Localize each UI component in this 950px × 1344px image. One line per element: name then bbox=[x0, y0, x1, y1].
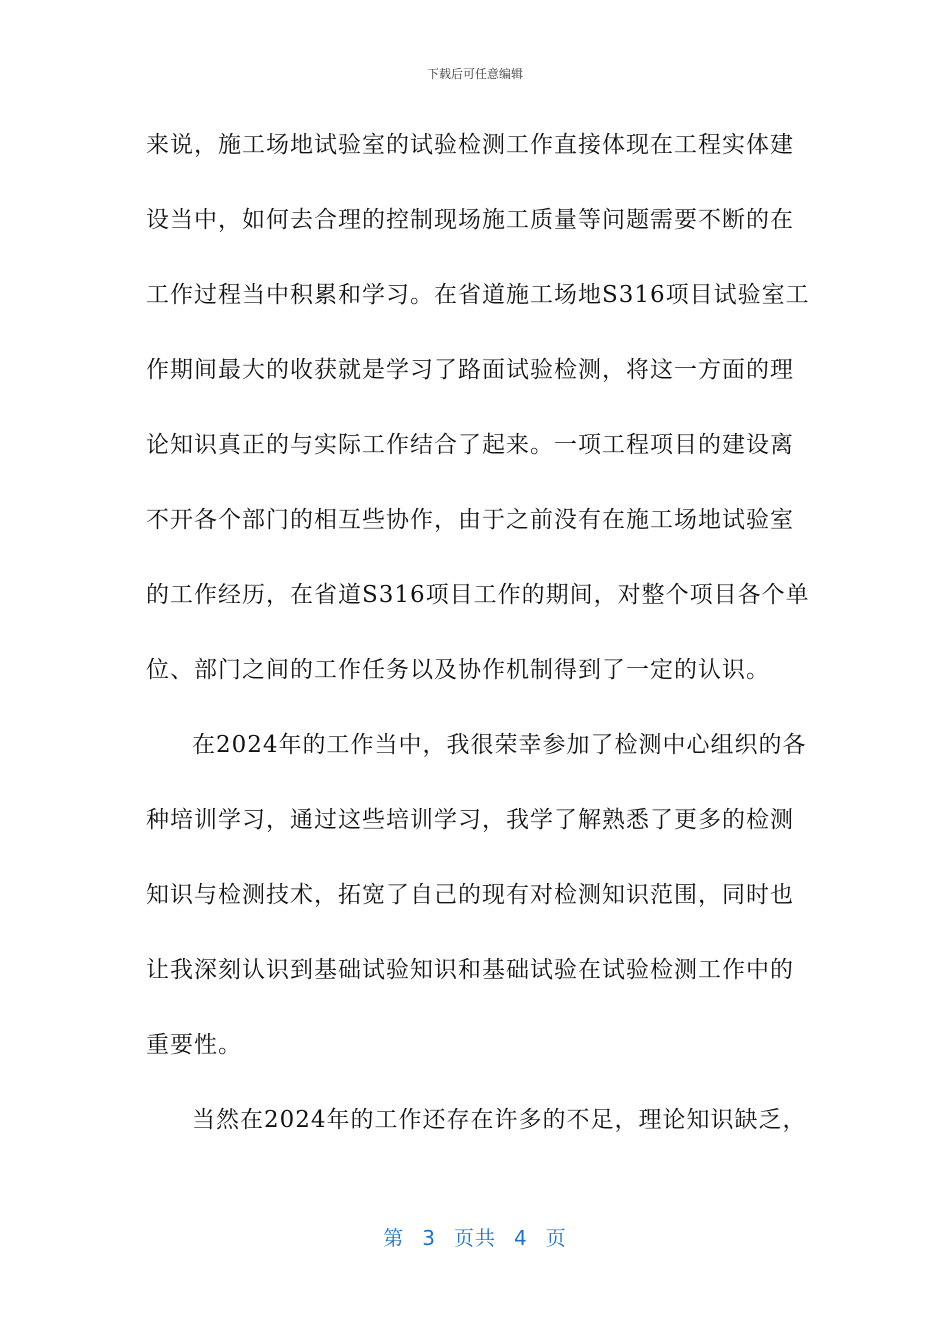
body-line: 作期间最大的收获就是学习了路面试验检测，将这一方面的理 bbox=[146, 357, 794, 383]
body-line: 的工作经历，在省道S316项目工作的期间，对整个项目各个单 bbox=[146, 582, 810, 608]
body-line: 论知识真正的与实际工作结合了起来。一项工程项目的建设离 bbox=[146, 432, 794, 458]
footer-total-pages: 4 bbox=[514, 1226, 528, 1250]
paragraph-start-line: 当然在2024年的工作还存在许多的不足，理论知识缺乏， bbox=[192, 1107, 807, 1133]
footer-prefix: 第 bbox=[383, 1226, 405, 1250]
body-line: 不开各个部门的相互些协作，由于之前没有在施工场地试验室 bbox=[146, 507, 794, 533]
page-header: 下载后可任意编辑 bbox=[426, 67, 523, 81]
body-line: 种培训学习，通过这些培训学习，我学了解熟悉了更多的检测 bbox=[146, 807, 794, 833]
paragraph-start-line: 在2024年的工作当中，我很荣幸参加了检测中心组织的各 bbox=[192, 732, 807, 758]
footer-middle: 页共 bbox=[454, 1226, 496, 1250]
body-line: 让我深刻认识到基础试验知识和基础试验在试验检测工作中的 bbox=[146, 957, 794, 983]
body-line: 重要性。 bbox=[146, 1032, 242, 1058]
body-line: 位、部门之间的工作任务以及协作机制得到了一定的认识。 bbox=[146, 657, 770, 683]
footer-suffix: 页 bbox=[545, 1226, 567, 1250]
body-line: 来说，施工场地试验室的试验检测工作直接体现在工程实体建 bbox=[146, 132, 794, 158]
body-line: 知识与检测技术，拓宽了自己的现有对检测知识范围，同时也 bbox=[146, 882, 794, 908]
document-body bbox=[146, 112, 816, 1162]
page-footer bbox=[0, 1224, 950, 1252]
footer-page-number: 3 bbox=[422, 1226, 436, 1250]
body-line: 设当中，如何去合理的控制现场施工质量等问题需要不断的在 bbox=[146, 207, 794, 233]
body-line: 工作过程当中积累和学习。在省道施工场地S316项目试验室工 bbox=[146, 282, 810, 308]
